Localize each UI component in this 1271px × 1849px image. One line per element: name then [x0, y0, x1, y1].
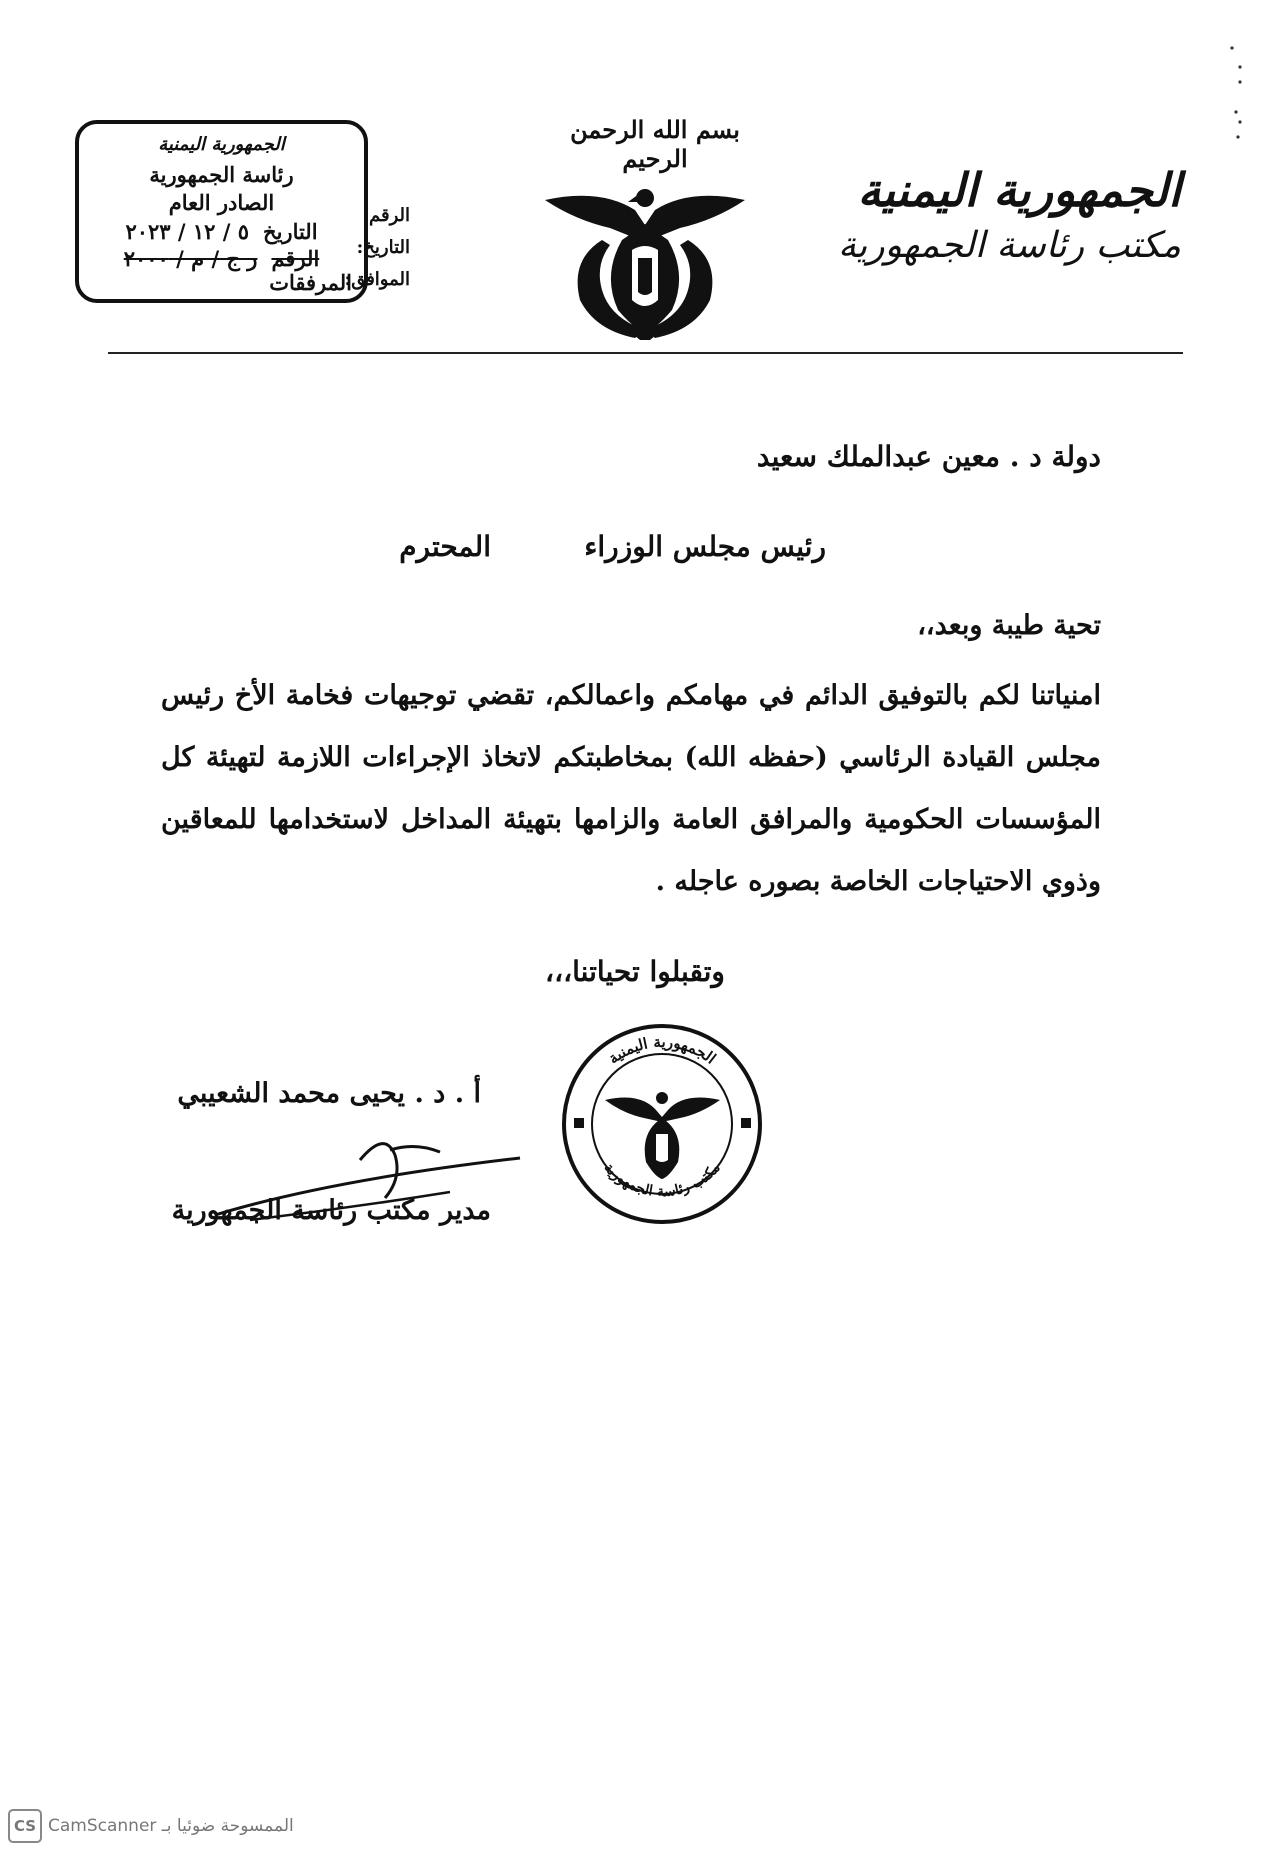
stamp-date-label: التاريخ: [263, 219, 318, 244]
stamp-line-3: الصادر العام: [168, 190, 275, 215]
addressee: دولة د . معين عبدالملك سعيد: [756, 440, 1101, 473]
stamp-line-2: رئاسة الجمهورية: [149, 162, 294, 187]
stamp-date-value: ٥ / ١٢ / ٢٠٢٣: [125, 219, 250, 244]
header-divider: [108, 352, 1183, 354]
registry-stamp: [75, 120, 368, 303]
basmala: بسم الله الرحمن الرحيم: [570, 115, 740, 173]
closing: وتقبلوا تحياتنا،،،: [545, 955, 725, 988]
field-date-label: التاريخ:: [356, 237, 410, 258]
honorific: المحترم: [399, 530, 491, 563]
seal-bottom-text: مكتب رئاسة الجمهورية: [600, 1159, 724, 1201]
yemen-eagle-emblem-icon: [540, 180, 750, 340]
letter-body: امنياتنا لكم بالتوفيق الدائم في مهامكم واعمالكم، تقضي توجيهات فخامة الأخ رئيس مجلس القيادة الرئاسي (حفظه الله) بمخاطبتكم لاتخاذ الإجراءات اللازمة لتهيئة كل المؤسسات الحكومية والمرافق العامة والزامها بتهيئة المداخل لاستخدامها للمعاقين وذوي الاحتياجات الخاصة بصوره عاجله .: [161, 680, 1101, 897]
stamp-number-label: الرقم: [271, 246, 320, 271]
scan-marks: [1226, 45, 1246, 155]
camscanner-logo-icon: CS: [8, 1809, 42, 1843]
greeting: تحية طيبة وبعد،،: [917, 610, 1101, 641]
scanner-watermark: [8, 1808, 294, 1844]
official-seal: [560, 1022, 765, 1227]
stamp-attachments: المرفقات: [269, 270, 352, 295]
stamp-line-1: الجمهورية اليمنية: [158, 134, 285, 155]
signatory-title: مدير مكتب رئاسة الجمهورية: [171, 1195, 491, 1226]
field-corresponding-label: الموافق:: [344, 269, 410, 290]
watermark-text: الممسوحة ضوئيا بـ CamScanner: [48, 1816, 294, 1836]
seal-top-text: الجمهورية اليمنية: [604, 1032, 720, 1068]
addressee-title: رئيس مجلس الوزراء: [584, 530, 826, 563]
office-name: مكتب رئاسة الجمهورية: [837, 225, 1181, 266]
letterhead: [821, 160, 1181, 272]
field-number-label: الرقم:: [362, 205, 410, 226]
stamp-number-row: [79, 246, 364, 271]
svg-text:الجمهورية اليمنية: [605, 1033, 720, 1068]
stamp-date-row: [79, 219, 364, 244]
country-name: الجمهورية اليمنية: [857, 163, 1181, 217]
signatory-name: أ . د . يحيى محمد الشعيبي: [177, 1078, 481, 1109]
stamp-number-value: ر ج / م / ٢٠٠٠: [123, 246, 258, 271]
